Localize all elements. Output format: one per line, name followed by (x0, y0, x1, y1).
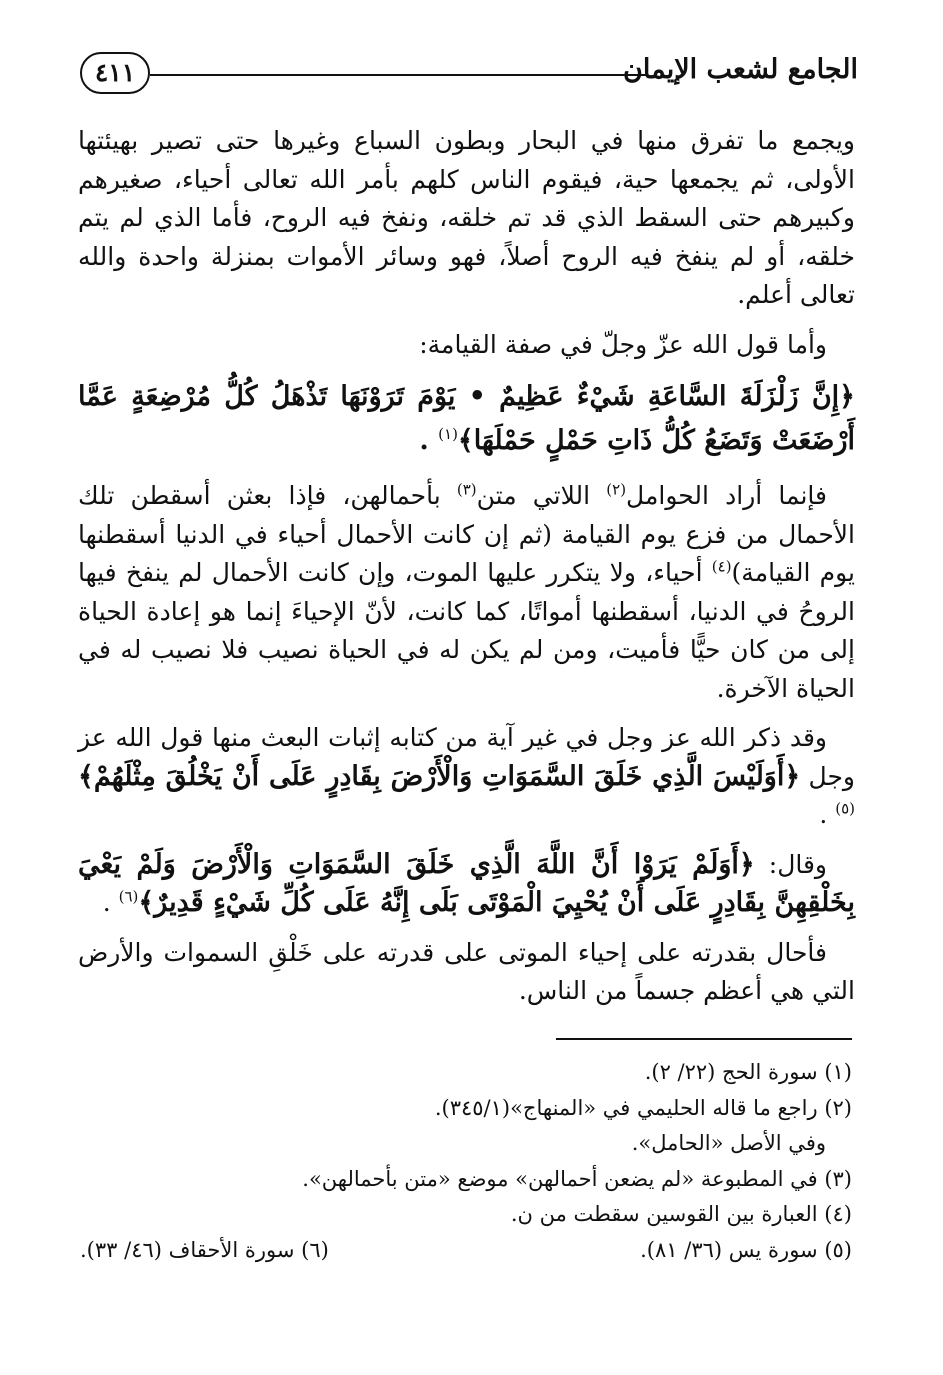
page-number: ٤١١ (80, 52, 150, 94)
footnote-ref-4: (٤) (711, 557, 732, 576)
paragraph-4-text: وقد ذكر الله عز وجل في غير آية من كتابه إثبات البعث منها قول الله عز وجل (78, 723, 855, 791)
paragraph-4 (78, 719, 855, 835)
paragraph-3-text-c: بأحمالهن، فإذا بعثن أسقطن تلك الأحمال من فزع يوم القيامة (ثم إن كانت الأحمال أحياء في الدنيا أسقطنها يوم القيامة) (78, 481, 855, 587)
full-stop: . (819, 800, 836, 829)
quran-verse-2: ﴿أَوَلَيْسَ الَّذِي خَلَقَ السَّمَوَاتِ وَالْأَرْضَ بِقَادِرٍ عَلَى أَنْ يَخْلُقَ مِثْلَهُمْ﴾ (78, 760, 801, 792)
page-header (80, 46, 858, 104)
footnote-ref-6: (٦) (118, 887, 139, 906)
running-title: الجامع لشعب الإيمان (623, 54, 858, 85)
footnote-ref-2: (٢) (606, 480, 627, 499)
header-rule (150, 74, 646, 76)
main-text (78, 122, 855, 1022)
paragraph-5 (78, 846, 855, 923)
footnotes (80, 1055, 852, 1268)
footnote-ref-5: (٥) (835, 799, 855, 818)
full-stop: . (102, 888, 119, 917)
paragraph-3-text-d: أحياء، ولا يتكرر عليها الموت، وإن كانت الأحمال لم ينفخ فيها الروحُ في الدنيا، أسقطنها أمواتًا، كما كانت، لأنّ الإحياءَ إنما هو إعادة الحياة إلى من كان حيًّا فأميت، ومن لم يكن له في الحياة نصيب فلا نصيب له في الحياة الآخرة. (78, 558, 855, 703)
footnote-6: (٦) سورة الأحقاف (٤٦/ ٣٣). (80, 1237, 329, 1262)
footnote-1: (١) سورة الحج (٢٢/ ٢). (644, 1060, 852, 1084)
verse-text: ﴿إِنَّ زَلْزَلَةَ السَّاعَةِ شَيْءٌ عَظِيمٌ • يَوْمَ تَرَوْنَهَا تَذْهَلُ كُلُّ مُرْضِعَةٍ عَمَّا أَرْضَعَتْ وَتَضَعُ كُلُّ ذَاتِ حَمْلٍ حَمْلَهَا﴾ (78, 381, 855, 456)
footnote-row-5-6 (80, 1233, 852, 1269)
footnote-5: (٥) سورة يس (٣٦/ ٨١). (640, 1237, 852, 1262)
paragraph-3-text-b: اللاتي متن (476, 481, 607, 510)
footnote-3: (٣) في المطبوعة «لم يضعن أحمالهن» موضع «متن بأحمالهن». (302, 1166, 852, 1191)
full-stop: . (419, 425, 439, 456)
footnote-4: (٤) العبارة بين القوسين سقطت من ن. (510, 1202, 852, 1226)
quran-verse-3: ﴿أَوَلَمْ يَرَوْا أَنَّ اللَّهَ الَّذِي خَلَقَ السَّمَوَاتِ وَالْأَرْضَ وَلَمْ يَعْيَ بِخَلْقِهِنَّ بِقَادِرٍ عَلَى أَنْ يُحْيِيَ الْمَوْتَى بَلَى إِنَّهُ عَلَى كُلِّ شَيْءٍ قَدِيرٌ﴾ (78, 848, 855, 918)
paragraph-5-text: وقال: (754, 849, 827, 879)
footnote-ref-1: (١) (438, 425, 458, 443)
footnote-2-note: وفي الأصل «الحامل». (631, 1131, 826, 1155)
paragraph-1: ويجمع ما تفرق منها في البحار وبطون السباع وغيرها حتى تصير بهيئتها الأولى، ثم يجمعها حية، فيقوم الناس كلهم بأمر الله تعالى أحياء، صغيرهم وكبيرهم حتى السقط الذي قد تم خلقه، ونفخ فيه الروح، فأما الذي لم يتم خلقه، أو لم ينفخ فيه الروح أصلاً، فهو وسائر الأموات بمنزلة واحدة والله تعالى أعلم. (78, 126, 855, 309)
paragraph-6: فأحال بقدرته على إحياء الموتى على قدرته على خَلْقِ السموات والأرض التي هي أعظم جسماً من الناس. (78, 937, 855, 1005)
quran-verse-1 (78, 375, 855, 463)
paragraph-3-text-a: فإنما أراد الحوامل (626, 481, 827, 510)
paragraph-3 (78, 477, 855, 708)
footnote-ref-3: (٣) (456, 480, 477, 499)
footnote-separator (556, 1038, 852, 1040)
paragraph-2: وأما قول الله عزّ وجلّ في صفة القيامة: (419, 329, 827, 359)
footnote-2: (٢) راجع ما قاله الحليمي في «المنهاج»(٣٤٥/١). (434, 1095, 852, 1120)
